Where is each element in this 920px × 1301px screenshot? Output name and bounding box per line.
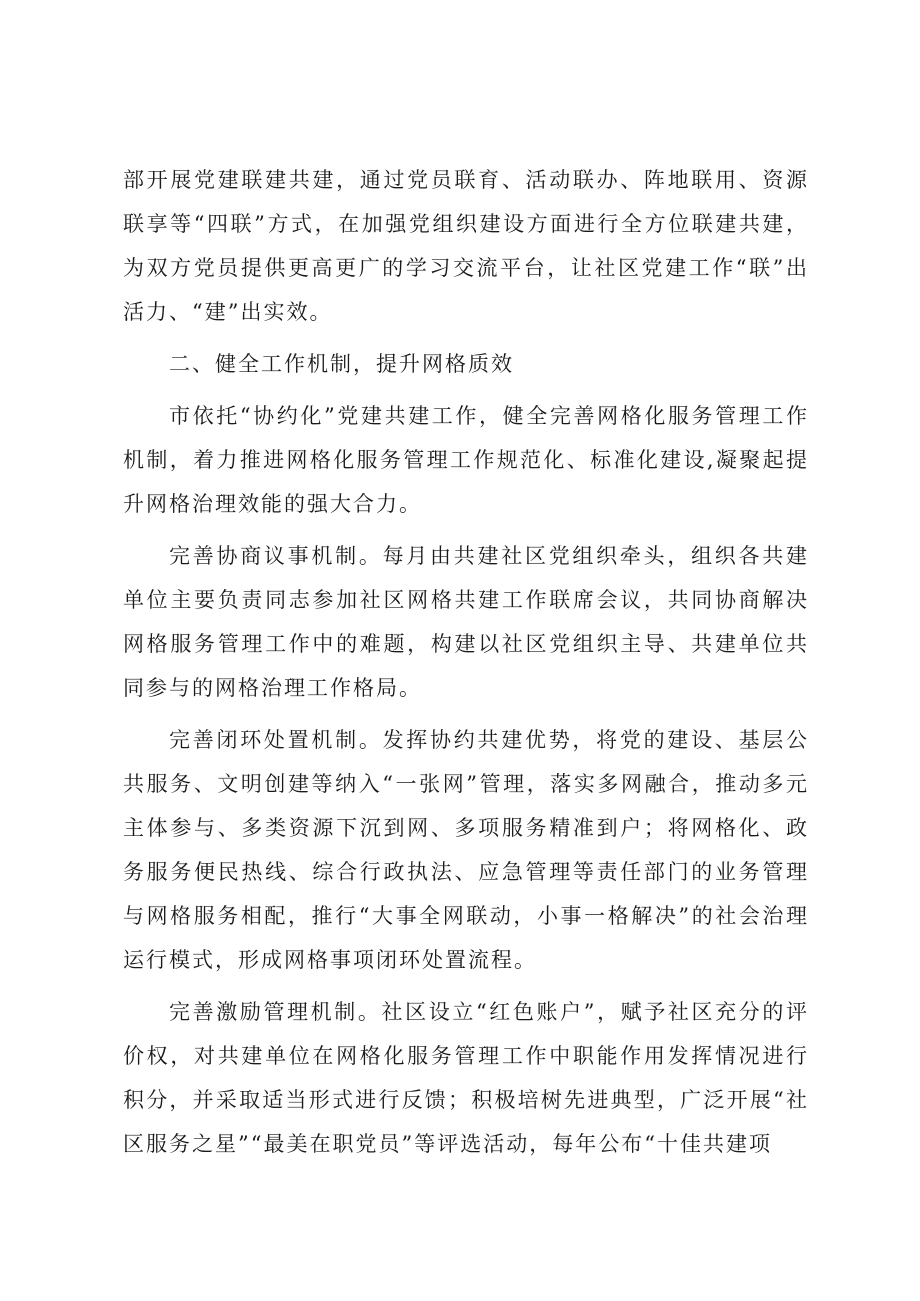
paragraph-consultation-mechanism: 完善协商议事机制。每月由共建社区党组织牵头，组织各共建单位主要负责同志参加社区网格共建工作联席会议，共同协商解决网格服务管理工作中的难题，构建以社区党组织主导、共建单位共同参与的网格治理工作格局。: [123, 544, 809, 700]
paragraph-incentive-mechanism: 完善激励管理机制。社区设立“红色账户”，赋予社区充分的评价权，对共建单位在网格化服务管理工作中职能作用发挥情况进行积分，并采取适当形式进行反馈；积极培树先进典型，广泛开展“社区服务之星”“最美在职党员”等评选活动，每年公布“十佳共建项: [123, 1000, 809, 1156]
paragraph-closed-loop-mechanism: 完善闭环处置机制。发挥协约共建优势，将党的建设、基层公共服务、文明创建等纳入“一张网”管理，落实多网融合，推动多元主体参与、多类资源下沉到网、多项服务精准到户；将网格化、政务服务便民热线、综合行政执法、应急管理等责任部门的业务管理与网格服务相配，推行“大事全网联动，小事一格解决”的社会治理运行模式，形成网格事项闭环处置流程。: [123, 728, 809, 972]
paragraph-continuation: 部开展党建联建共建，通过党员联育、活动联办、阵地联用、资源联享等“四联”方式，在加强党组织建设方面进行全方位联建共建，为双方党员提供更高更广的学习交流平台，让社区党建工作“联”出活力、“建”出实效。: [123, 168, 809, 324]
section-heading: 二、健全工作机制，提升网格质效: [169, 352, 514, 376]
paragraph-intro: 市依托“协约化”党建共建工作，健全完善网格化服务管理工作机制，着力推进网格化服务管理工作规范化、标准化建设,凝聚起提升网格治理效能的强大合力。: [123, 404, 809, 516]
document-body: [123, 158, 809, 1174]
